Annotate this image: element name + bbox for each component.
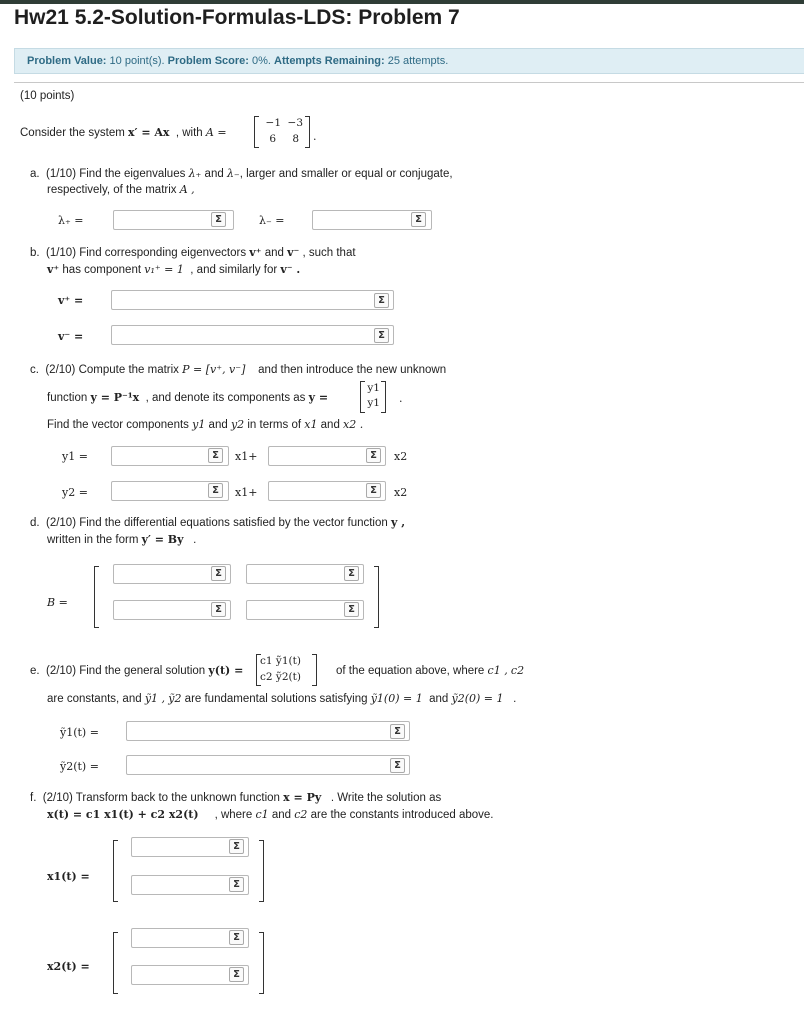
part-e-line2 — [47, 692, 516, 705]
y-definition: y = P⁻¹x — [90, 391, 140, 404]
period: . — [399, 392, 403, 405]
lambda-plus: λ₊ — [188, 167, 202, 180]
c1: c1 — [255, 808, 269, 821]
score-label: Problem Score: — [167, 55, 249, 67]
part-letter: a. — [30, 168, 40, 180]
text: of the equation above, where — [336, 665, 485, 677]
y-tilde-2-input[interactable] — [126, 755, 410, 775]
x-transform: x = Py — [283, 791, 322, 804]
points-label: (10 points) — [20, 90, 75, 102]
text: function — [47, 392, 88, 404]
matrix-a-cell: 6 — [269, 133, 276, 145]
y-vector-cell: y1 — [367, 397, 380, 409]
sigma-icon[interactable]: Σ — [211, 212, 226, 227]
sigma-icon[interactable]: Σ — [211, 566, 226, 581]
y-tilde-1-input[interactable] — [126, 721, 410, 741]
part-c-line2 — [47, 391, 328, 404]
x2-label: x2 — [394, 486, 408, 499]
text: , and similarly for — [190, 264, 278, 276]
v-plus: v⁺ — [47, 263, 60, 276]
x1-vector-left-bracket — [113, 840, 118, 902]
x2: x2 . — [343, 418, 364, 431]
y-tilde-1: ỹ1 , — [144, 692, 166, 705]
v-minus: v⁻ . — [280, 263, 301, 276]
text: and — [264, 247, 284, 259]
x1-vector-right-bracket — [259, 840, 264, 902]
sigma-icon[interactable]: Σ — [229, 930, 244, 945]
part-letter: d. — [30, 517, 40, 529]
sigma-icon[interactable]: Σ — [208, 483, 223, 498]
p-matrix-def: P = [v⁺, v⁻] — [182, 363, 246, 376]
v-minus-label: v⁻ = — [58, 330, 84, 343]
text: Find the vector components — [47, 419, 189, 431]
y-label: y = — [308, 391, 329, 404]
lambda-plus-label: λ₊ = — [58, 214, 84, 227]
b-matrix-right-bracket — [374, 566, 379, 628]
y-tilde-1-label: ỹ1(t) = — [60, 726, 99, 739]
intro-line — [20, 126, 227, 139]
text: and — [429, 693, 449, 705]
c2: c2 — [510, 664, 525, 677]
c2: c2 — [294, 808, 308, 821]
part-b-line1 — [30, 246, 356, 259]
x2-solution-label: x2(t) = — [47, 960, 90, 973]
sigma-icon[interactable]: Σ — [366, 483, 381, 498]
attempts-label: Attempts Remaining: — [274, 55, 385, 67]
text: , larger and smaller or equal or conjugate, — [239, 168, 453, 180]
intro-text: Consider the system — [20, 127, 125, 139]
matrix-a-ref: A , — [179, 183, 195, 196]
text: and — [208, 419, 228, 431]
x1-solution-label: x1(t) = — [47, 870, 90, 883]
text: . Write the solution as — [330, 792, 442, 804]
x1-plus-label: x1+ — [235, 450, 258, 463]
sigma-icon[interactable]: Σ — [411, 212, 426, 227]
text: (2/10) Find the differential equations satisfied by the vector function — [45, 517, 388, 529]
part-f-line2 — [47, 808, 493, 821]
text: (1/10) Find the eigenvalues — [45, 168, 186, 180]
y-tilde-2: ỹ2 — [168, 692, 182, 705]
part-b-line2 — [47, 263, 300, 276]
text: and — [320, 419, 340, 431]
y1-label: y1 = — [62, 450, 88, 463]
sigma-icon[interactable]: Σ — [366, 448, 381, 463]
v-plus-input[interactable] — [111, 290, 394, 310]
sigma-icon[interactable]: Σ — [229, 839, 244, 854]
general-solution-label: y(t) = — [208, 664, 244, 677]
part-e-line1 — [30, 664, 243, 677]
lambda-minus: λ₋ — [226, 167, 240, 180]
matrix-a-right-bracket — [305, 116, 310, 148]
part-letter: c. — [30, 364, 39, 376]
value-label: Problem Value: — [27, 55, 107, 67]
period: . — [313, 130, 317, 143]
x1-plus-label: x1+ — [235, 486, 258, 499]
text: (1/10) Find corresponding eigenvectors — [45, 247, 247, 259]
part-c-line1 — [30, 363, 446, 376]
sigma-icon[interactable]: Σ — [374, 293, 389, 308]
v-minus: v⁻ — [287, 246, 300, 259]
sigma-icon[interactable]: Σ — [390, 758, 405, 773]
solution-vector-right-bracket — [312, 654, 317, 686]
condition-1: ỹ1(0) = 1 — [370, 692, 423, 705]
text: written in the form — [47, 534, 139, 546]
part-a-line1 — [30, 167, 453, 180]
v-plus: v⁺ — [249, 246, 262, 259]
text: are constants, and — [47, 693, 142, 705]
attempts: 25 attempts. — [387, 55, 449, 67]
condition-2: ỹ2(0) = 1 — [451, 692, 504, 705]
y1: y1 — [192, 418, 206, 431]
top-bar — [0, 0, 804, 4]
sigma-icon[interactable]: Σ — [229, 967, 244, 982]
part-f-line1 — [30, 791, 441, 804]
solution-vector-cell: c1 ỹ1(t) — [260, 655, 301, 667]
matrix-a-cell: −3 — [287, 117, 303, 129]
sigma-icon[interactable]: Σ — [390, 724, 405, 739]
text: are the constants introduced above. — [310, 809, 494, 821]
part-d-line1 — [30, 516, 405, 529]
sigma-icon[interactable]: Σ — [229, 877, 244, 892]
solution-vector-cell: c2 ỹ2(t) — [260, 671, 301, 683]
part-d-line2 — [47, 533, 196, 546]
sigma-icon[interactable]: Σ — [211, 602, 226, 617]
solution-form: x(t) = c1 x1(t) + c2 x2(t) — [47, 808, 199, 821]
text: , where — [214, 809, 253, 821]
y2: y2 — [230, 418, 245, 431]
lambda-minus-label: λ₋ = — [259, 214, 285, 227]
matrix-a-cell: 8 — [292, 133, 299, 145]
text: in terms of — [247, 419, 302, 431]
part-a-line2 — [47, 183, 195, 196]
text: , such that — [302, 247, 356, 259]
y-vector-ref: y , — [390, 516, 406, 529]
part-letter: b. — [30, 247, 40, 259]
text: has component — [62, 264, 142, 276]
page-title: Hw21 5.2-Solution-Formulas-LDS: Problem 7 — [14, 6, 460, 29]
y-tilde-2-label: ỹ2(t) = — [60, 760, 99, 773]
sigma-icon[interactable]: Σ — [208, 448, 223, 463]
y-vector-cell: y1 — [367, 382, 380, 394]
x2-vector-right-bracket — [259, 932, 264, 994]
sigma-icon[interactable]: Σ — [374, 328, 389, 343]
v-minus-input[interactable] — [111, 325, 394, 345]
text: and — [271, 809, 292, 821]
part-c-line3 — [47, 418, 363, 431]
y2-label: y2 = — [62, 486, 88, 499]
text: and then introduce the new unknown — [258, 364, 447, 376]
matrix-a-cell: −1 — [265, 117, 281, 129]
text: are fundamental solutions satisfying — [184, 693, 368, 705]
period: . — [193, 534, 197, 546]
text: , and denote its components as — [145, 392, 306, 404]
b-matrix-label: B = — [47, 596, 68, 609]
text: respectively, of the matrix — [47, 184, 177, 196]
period: . — [513, 693, 517, 705]
x2-label: x2 — [394, 450, 408, 463]
part-letter: f. — [30, 792, 37, 804]
matrix-a-label: A = — [205, 126, 227, 139]
ode-form: y′ = By — [141, 533, 184, 546]
x1: x1 — [304, 418, 318, 431]
system-equation: x′ = Ax — [128, 126, 170, 139]
part-letter: e. — [30, 665, 40, 677]
text: (2/10) Transform back to the unknown function — [42, 792, 280, 804]
v-plus-label: v⁺ = — [58, 294, 84, 307]
text: (2/10) Find the general solution — [45, 665, 206, 677]
b-matrix-left-bracket — [94, 566, 99, 628]
part-e-line1-post — [336, 664, 524, 677]
value: 10 point(s). — [109, 55, 165, 67]
c1: c1 , — [487, 664, 508, 677]
intro-with: , with — [175, 127, 203, 139]
score: 0%. — [252, 55, 271, 67]
text: (2/10) Compute the matrix — [45, 364, 179, 376]
sigma-icon[interactable]: Σ — [344, 602, 359, 617]
problem-info-text — [27, 55, 448, 67]
x2-vector-left-bracket — [113, 932, 118, 994]
component-condition: v₁⁺ = 1 — [144, 263, 184, 276]
sigma-icon[interactable]: Σ — [344, 566, 359, 581]
y-vector-right-bracket — [381, 381, 386, 413]
text: and — [204, 168, 224, 180]
divider — [14, 82, 804, 83]
problem-info-bar — [14, 48, 804, 74]
